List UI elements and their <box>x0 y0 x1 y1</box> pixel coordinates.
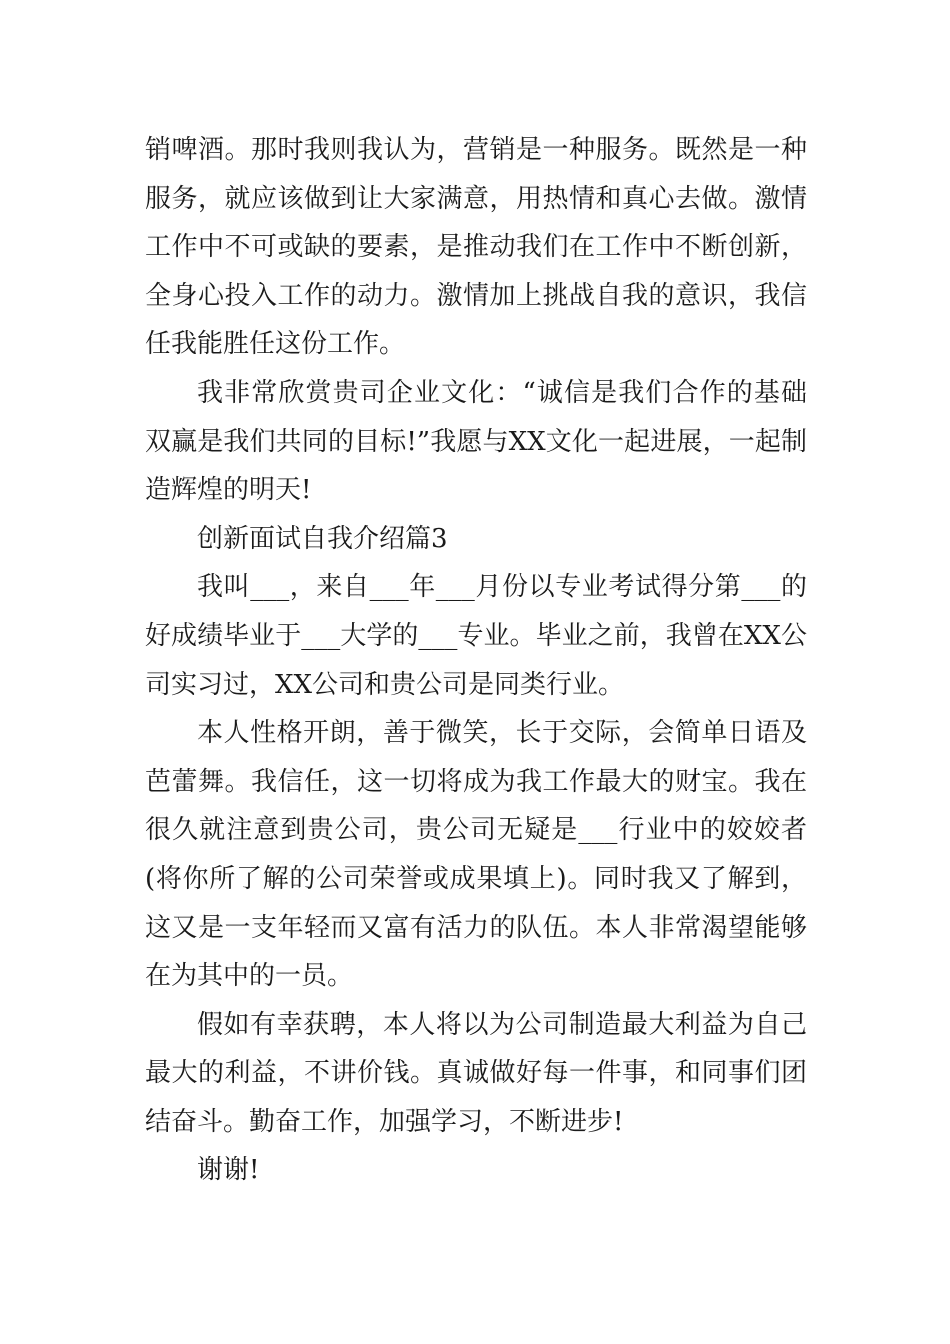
paragraph-4: 本人性格开朗，善于微笑，长于交际，会简单日语及芭蕾舞。我信任，这一切将成为我工作最大的财宝。我在很久就注意到贵公司，贵公司无疑是___行业中的姣姣者(将你所了解的公司荣誉或成果填上)。同时我又了解到，这又是一支年轻而又富有活力的队伍。本人非常渴望能够在为其中的一员。 <box>145 718 807 992</box>
paragraph-2: 我非常欣赏贵司企业文化：“诚信是我们合作的基础双赢是我们共同的目标!”我愿与XX文化一起进展，一起制造辉煌的明天! <box>145 377 807 506</box>
section-heading: 创新面试自我介绍篇3 <box>197 523 448 554</box>
paragraph-5: 假如有幸获聘，本人将以为公司制造最大利益为自己最大的利益，不讲价钱。真诚做好每一件事，和同事们团结奋斗。勤奋工作，加强学习，不断进步! <box>145 1009 807 1137</box>
paragraph-1: 销啤酒。那时我则我认为，营销是一种服务。既然是一种服务，就应该做到让大家满意，用热情和真心去做。激情工作中不可或缺的要素，是推动我们在工作中不断创新，全身心投入工作的动力。激情加上挑战自我的意识，我信任我能胜任这份工作。 <box>145 135 807 360</box>
paragraph-3: 我叫___，来自___年___月份以专业考试得分第___的好成绩毕业于___大学的___专业。毕业之前，我曾在XX公司实习过，XX公司和贵公司是同类行业。 <box>145 572 807 700</box>
document-body <box>145 126 807 1195</box>
closing-thanks: 谢谢! <box>197 1155 260 1186</box>
